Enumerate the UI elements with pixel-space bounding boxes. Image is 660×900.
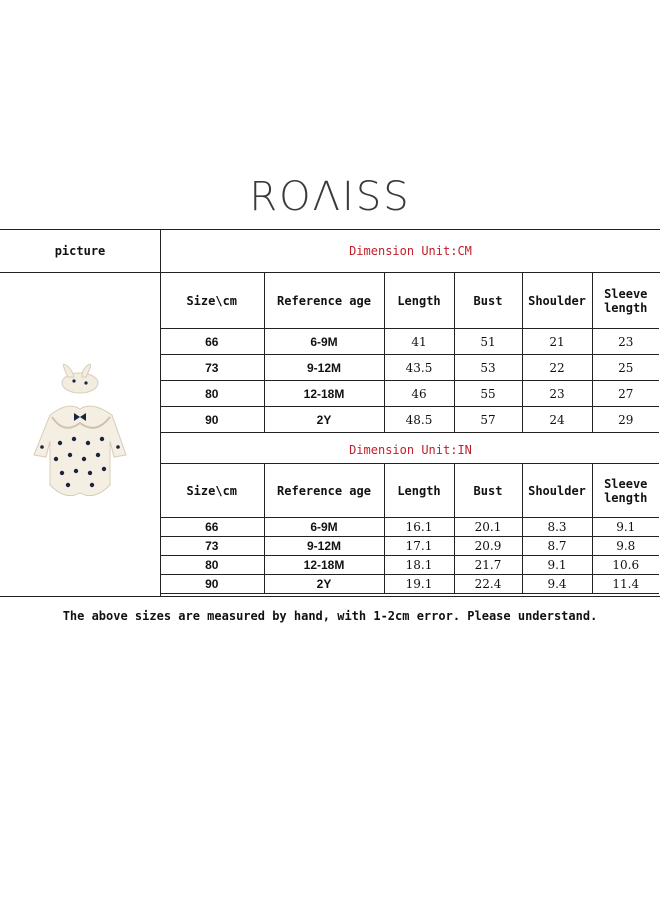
table-cell: 55 <box>454 381 522 407</box>
column-header: Bust <box>454 464 522 518</box>
table-cell: 10.6 <box>592 556 659 575</box>
table-row <box>160 381 659 407</box>
table-cell: 24 <box>522 407 592 433</box>
cm-unit-label: Dimension Unit:CM <box>349 244 472 258</box>
table-cell: 53 <box>454 355 522 381</box>
column-header: Shoulder <box>522 273 592 329</box>
size-chart <box>0 229 660 597</box>
table-cell: 21 <box>522 329 592 355</box>
table-cell: 22 <box>522 355 592 381</box>
table-cell: 11.4 <box>592 575 659 594</box>
table-cell: 20.9 <box>454 537 522 556</box>
table-cell: 73 <box>160 537 264 556</box>
column-header: Reference age <box>264 273 384 329</box>
table-cell: 2Y <box>264 575 384 594</box>
product-photo <box>28 363 138 513</box>
table-cell: 9.8 <box>592 537 659 556</box>
table-header-row <box>160 464 659 518</box>
table-cell: 66 <box>160 518 264 537</box>
table-cell: 9.1 <box>592 518 659 537</box>
in-unit-label: Dimension Unit:IN <box>349 443 472 457</box>
table-cell: 17.1 <box>384 537 454 556</box>
table-cell: 66 <box>160 329 264 355</box>
table-cell: 80 <box>160 556 264 575</box>
table-cell: 9.1 <box>522 556 592 575</box>
table-cell: 51 <box>454 329 522 355</box>
table-cell: 27 <box>592 381 659 407</box>
table-cell: 9-12M <box>264 537 384 556</box>
measurement-note: The above sizes are measured by hand, with 1-2cm error. Please understand. <box>62 609 598 623</box>
table-cell: 8.3 <box>522 518 592 537</box>
table-cell: 6-9M <box>264 329 384 355</box>
table-cell: 12-18M <box>264 381 384 407</box>
table-cell: 23 <box>592 329 659 355</box>
table-header-row <box>160 273 659 329</box>
table-row <box>160 518 659 537</box>
picture-header: picture <box>54 244 106 258</box>
column-header: Size\cm <box>160 464 264 518</box>
table-cell: 9-12M <box>264 355 384 381</box>
table-cell: 12-18M <box>264 556 384 575</box>
column-header: Length <box>384 464 454 518</box>
column-header: Length <box>384 273 454 329</box>
table-row <box>160 575 659 594</box>
table-cell: 80 <box>160 381 264 407</box>
table-row <box>160 329 659 355</box>
table-row <box>160 537 659 556</box>
table-cell: 21.7 <box>454 556 522 575</box>
column-header: Shoulder <box>522 464 592 518</box>
table-cell: 48.5 <box>384 407 454 433</box>
column-header: Size\cm <box>160 273 264 329</box>
column-header: Sleeve length <box>592 273 659 329</box>
table-cell: 29 <box>592 407 659 433</box>
cm-size-table <box>160 272 659 433</box>
table-cell: 57 <box>454 407 522 433</box>
table-cell: 22.4 <box>454 575 522 594</box>
table-row <box>160 407 659 433</box>
in-size-table <box>160 463 659 594</box>
table-cell: 46 <box>384 381 454 407</box>
table-cell: 23 <box>522 381 592 407</box>
column-header: Bust <box>454 273 522 329</box>
table-cell: 9.4 <box>522 575 592 594</box>
table-row <box>160 355 659 381</box>
table-cell: 43.5 <box>384 355 454 381</box>
table-cell: 20.1 <box>454 518 522 537</box>
table-cell: 8.7 <box>522 537 592 556</box>
column-header: Sleeve length <box>592 464 659 518</box>
table-row <box>160 556 659 575</box>
table-cell: 19.1 <box>384 575 454 594</box>
table-cell: 90 <box>160 575 264 594</box>
table-cell: 18.1 <box>384 556 454 575</box>
table-cell: 41 <box>384 329 454 355</box>
table-cell: 73 <box>160 355 264 381</box>
table-cell: 6-9M <box>264 518 384 537</box>
table-cell: 16.1 <box>384 518 454 537</box>
brand-logo: ROΛISS <box>249 174 411 220</box>
table-cell: 90 <box>160 407 264 433</box>
table-cell: 25 <box>592 355 659 381</box>
table-cell: 2Y <box>264 407 384 433</box>
column-header: Reference age <box>264 464 384 518</box>
